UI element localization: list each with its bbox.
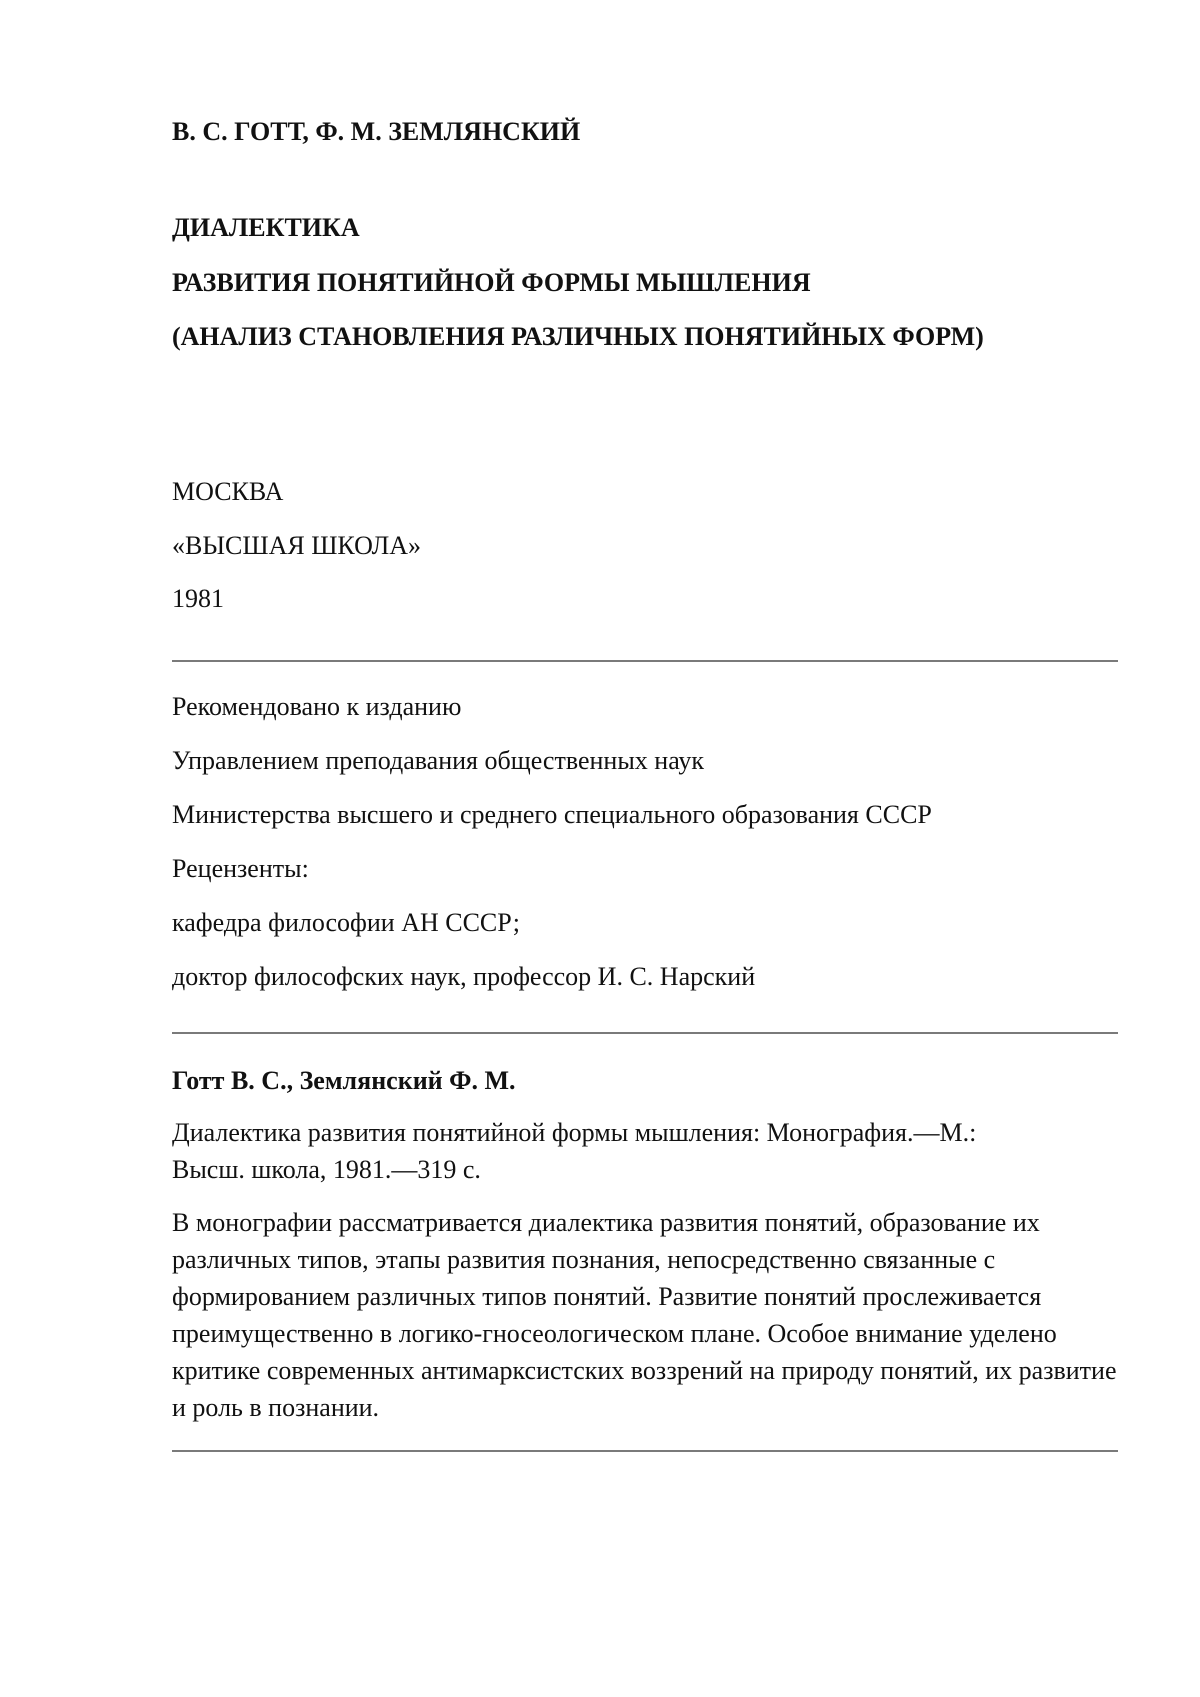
- recommendation-line-1: Рекомендовано к изданию: [172, 692, 462, 721]
- catalog-abstract: В монографии рассматривается диалектика развития понятий, образование их различных типов, этапы развития познания, непосредственно связанные с формированием различных типов понятий. Развитие понятий прослеживается преимущественно в логико-гносеологическом плане. Особое внимание уделено критике современных антимарксистских воззрений на природу понятий, их развитие и роль в познании.: [172, 1208, 1117, 1422]
- imprint-city: МОСКВА: [172, 477, 284, 506]
- reviewer-2: доктор философских наук, профессор И. С. Нарский: [172, 962, 756, 991]
- section-divider-2: [172, 1032, 1118, 1034]
- section-divider-1: [172, 660, 1118, 662]
- recommendation-line-2: Управлением преподавания общественных наук: [172, 746, 705, 775]
- title-line-1: ДИАЛЕКТИКА: [172, 213, 360, 242]
- title-line-2: РАЗВИТИЯ ПОНЯТИЙНОЙ ФОРМЫ МЫШЛЕНИЯ: [172, 268, 811, 297]
- title-line-3: (АНАЛИЗ СТАНОВЛЕНИЯ РАЗЛИЧНЫХ ПОНЯТИЙНЫХ ФОРМ): [172, 322, 984, 351]
- reviewer-1: кафедра философии АН СССР;: [172, 908, 520, 937]
- catalog-citation: Диалектика развития понятийной формы мышления: Монография.—М.: Высш. школа, 1981.—319 с.: [172, 1118, 977, 1184]
- authors-line: В. С. ГОТТ, Ф. М. ЗЕМЛЯНСКИЙ: [172, 117, 581, 146]
- reviewers-label: Рецензенты:: [172, 854, 309, 883]
- recommendation-line-3: Министерства высшего и среднего специального образования СССР: [172, 800, 932, 829]
- section-divider-3: [172, 1450, 1118, 1452]
- imprint-publisher: «ВЫСШАЯ ШКОЛА»: [172, 531, 422, 560]
- imprint-year: 1981: [172, 584, 224, 613]
- catalog-heading: Готт В. С., Землянский Ф. М.: [172, 1066, 516, 1095]
